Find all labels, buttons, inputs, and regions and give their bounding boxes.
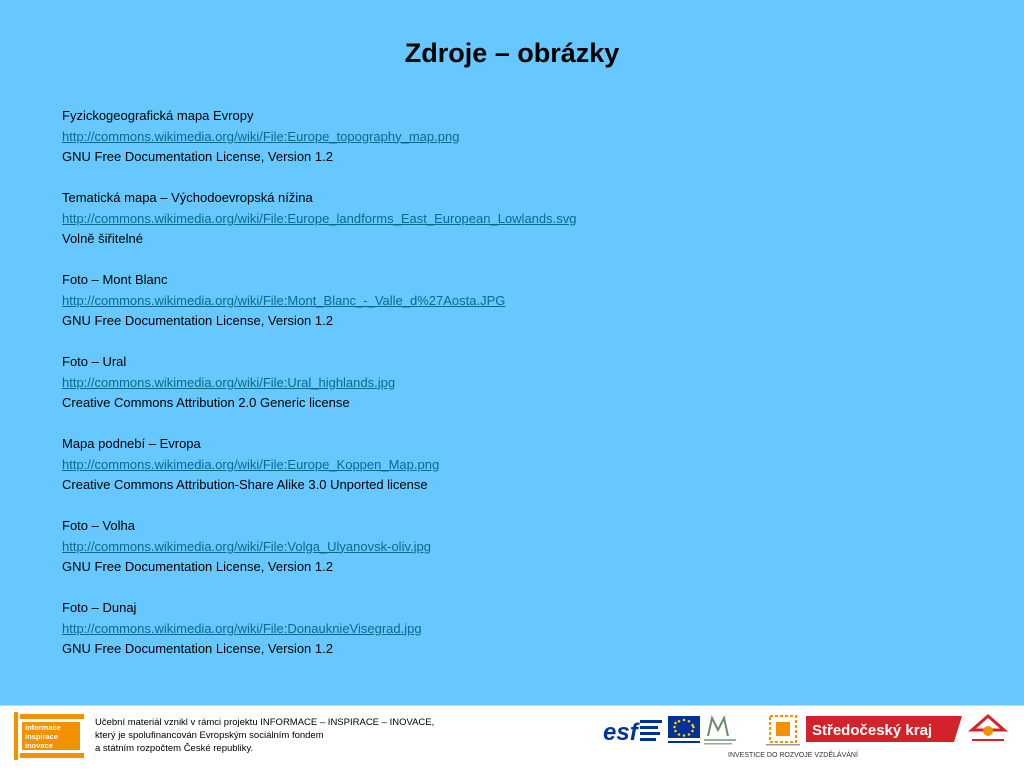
footer-line: a státním rozpočtem České republiky.: [95, 743, 254, 754]
source-entry: [62, 188, 576, 250]
source-name: Foto – Mont Blanc: [62, 272, 168, 287]
source-entry: [62, 106, 576, 168]
investment-slogan: INVESTICE DO ROZVOJE VZDĚLÁVÁNÍ: [728, 752, 858, 759]
page-title: Zdroje – obrázky: [404, 38, 620, 68]
source-entry: [62, 516, 576, 578]
footer-project-note: [95, 716, 434, 755]
source-link[interactable]: http://commons.wikimedia.org/wiki/File:Europe_landforms_East_European_Lowlands.svg: [62, 210, 577, 226]
source-link[interactable]: http://commons.wikimedia.org/wiki/File:Mont_Blanc_-_Valle_d%27Aosta.JPG: [62, 292, 506, 308]
informace-inspirace-inovace-logo: [14, 712, 84, 760]
source-license: GNU Free Documentation License, Version 1.2: [62, 559, 333, 574]
footer-line: Učební materiál vznikl v rámci projektu INFORMACE – INSPIRACE – INOVACE,: [95, 717, 435, 728]
svg-text:inovace: inovace: [25, 741, 53, 750]
source-link[interactable]: http://commons.wikimedia.org/wiki/File:DonauknieVisegrad.jpg: [62, 620, 422, 636]
source-license: GNU Free Documentation License, Version 1.2: [62, 149, 333, 164]
svg-text:Středočeský kraj: Středočeský kraj: [812, 722, 933, 739]
source-entry: [62, 598, 576, 660]
source-entry: [62, 434, 576, 496]
footer-line: který je spolufinancován Evropským sociálním fondem: [95, 730, 324, 741]
source-link[interactable]: http://commons.wikimedia.org/wiki/File:Europe_Koppen_Map.png: [62, 456, 440, 472]
source-name: Fyzickogeografická mapa Evropy: [62, 108, 254, 123]
svg-text:informace: informace: [25, 723, 61, 732]
source-link[interactable]: http://commons.wikimedia.org/wiki/File:Ural_highlands.jpg: [62, 374, 396, 390]
source-name: Foto – Volha: [62, 518, 135, 533]
source-license: Creative Commons Attribution-Share Alike 3.0 Unported license: [62, 477, 428, 492]
svg-text:inspirace: inspirace: [25, 732, 58, 741]
source-license: Creative Commons Attribution 2.0 Generic license: [62, 395, 350, 410]
source-name: Mapa podnebí – Evropa: [62, 436, 201, 451]
source-name: Tematická mapa – Východoevropská nížina: [62, 190, 313, 205]
op-vk-logo: [766, 716, 800, 746]
partner-logos: [600, 710, 1010, 766]
source-name: Foto – Dunaj: [62, 600, 137, 615]
source-name: Foto – Ural: [62, 354, 127, 369]
source-license: GNU Free Documentation License, Version 1.2: [62, 313, 333, 328]
source-license: Volně šiřitelné: [62, 231, 143, 246]
source-license: GNU Free Documentation License, Version 1.2: [62, 641, 333, 656]
source-link[interactable]: http://commons.wikimedia.org/wiki/File:Volga_Ulyanovsk-oliv.jpg: [62, 538, 431, 554]
svg-text:esf: esf: [603, 719, 638, 746]
source-entry: [62, 352, 576, 414]
eu-flag-icon: [668, 716, 700, 743]
region-emblem-logo: [972, 716, 1004, 741]
source-entry: [62, 270, 576, 332]
esf-logo: [602, 716, 662, 746]
stredocesky-kraj-logo: [806, 716, 962, 742]
sources-list: [62, 106, 576, 680]
source-link[interactable]: http://commons.wikimedia.org/wiki/File:Europe_topography_map.png: [62, 128, 460, 144]
msmt-logo: [704, 718, 736, 745]
